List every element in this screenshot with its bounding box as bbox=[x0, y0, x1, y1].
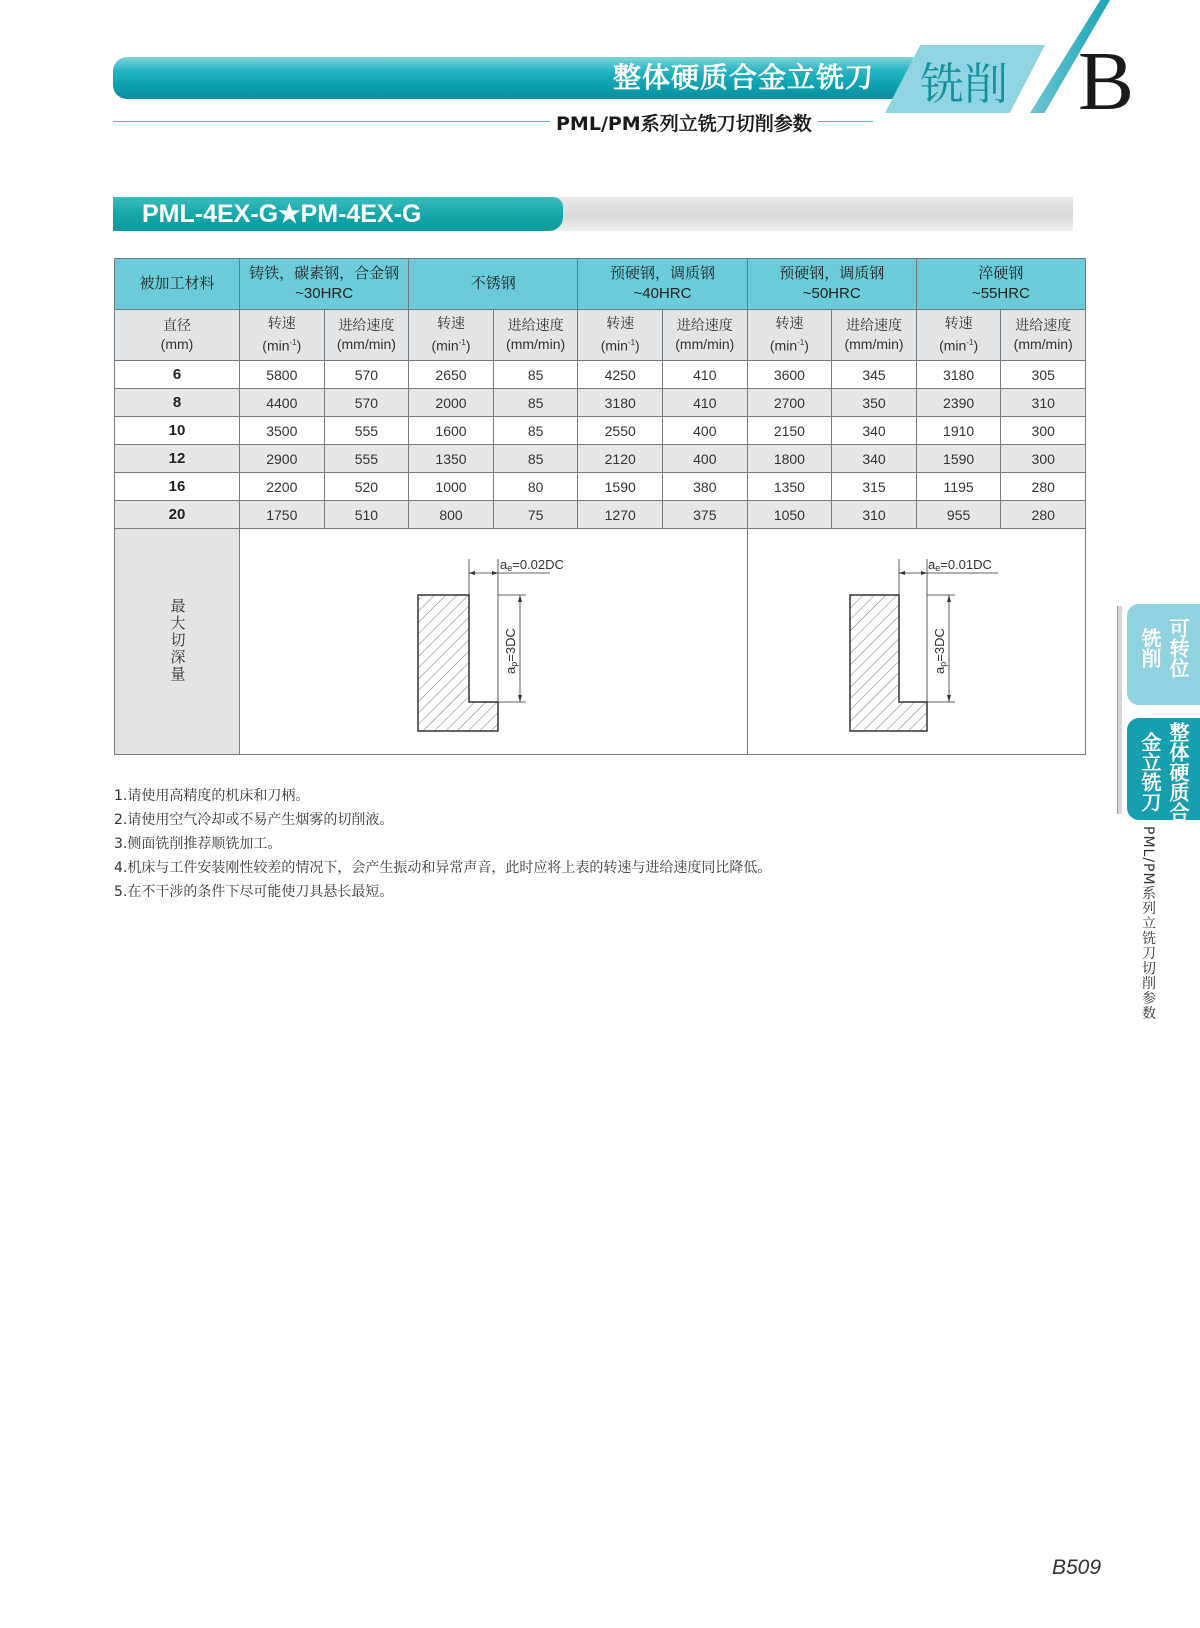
speed-cell: 4250 bbox=[578, 361, 663, 389]
feed-cell: 85 bbox=[493, 389, 578, 417]
speed-cell: 800 bbox=[409, 501, 494, 529]
feed-header: 进给速度 (mm/min) bbox=[493, 310, 578, 361]
feed-cell: 85 bbox=[493, 417, 578, 445]
feed-cell: 375 bbox=[663, 501, 748, 529]
speed-cell: 2120 bbox=[578, 445, 663, 473]
material-label: 被加工材料 bbox=[115, 259, 240, 310]
speed-header: 转速 $(\min^{-1})$ bbox=[409, 310, 494, 361]
speed-cell: 1590 bbox=[916, 445, 1001, 473]
svg-text:ae=0.02DC: ae=0.02DC bbox=[500, 557, 564, 573]
cut-depth-diagram-icon bbox=[240, 529, 747, 751]
chapter-letter: B bbox=[1078, 35, 1135, 128]
feed-cell: 410 bbox=[663, 361, 748, 389]
side-tab-solid-carbide-endmill[interactable]: 整体硬质合 金立铣刀 bbox=[1127, 718, 1200, 820]
speed-cell: 5800 bbox=[240, 361, 325, 389]
speed-cell: 2000 bbox=[409, 389, 494, 417]
speed-cell: 1270 bbox=[578, 501, 663, 529]
diameter-cell: 20 bbox=[115, 501, 240, 529]
feed-cell: 380 bbox=[663, 473, 748, 501]
section-tab-label: 铣削 bbox=[920, 59, 1008, 110]
feed-cell: 555 bbox=[324, 445, 409, 473]
feed-cell: 340 bbox=[832, 417, 917, 445]
diameter-header: 直径 (mm) bbox=[115, 310, 240, 361]
feed-cell: 570 bbox=[324, 389, 409, 417]
speed-cell: 1590 bbox=[578, 473, 663, 501]
side-nav-rail bbox=[1117, 606, 1122, 814]
speed-cell: 2650 bbox=[409, 361, 494, 389]
speed-cell: 3180 bbox=[916, 361, 1001, 389]
svg-text:ap=3DC: ap=3DC bbox=[931, 628, 948, 674]
speed-cell: 2150 bbox=[747, 417, 832, 445]
cutting-parameters-table bbox=[114, 258, 1086, 755]
table-row bbox=[115, 501, 1086, 529]
material-header: 预硬钢，调质钢 ~40HRC bbox=[578, 259, 747, 310]
feed-cell: 310 bbox=[832, 501, 917, 529]
feed-cell: 85 bbox=[493, 445, 578, 473]
speed-cell: 3180 bbox=[578, 389, 663, 417]
table-row bbox=[115, 473, 1086, 501]
feed-cell: 300 bbox=[1001, 417, 1086, 445]
note-item: 4.机床与工件安装刚性较差的情况下，会产生振动和异常声音，此时应将上表的转速与进给速度同比降低。 bbox=[114, 860, 772, 876]
diameter-cell: 10 bbox=[115, 417, 240, 445]
feed-cell: 280 bbox=[1001, 501, 1086, 529]
speed-cell: 3500 bbox=[240, 417, 325, 445]
feed-cell: 555 bbox=[324, 417, 409, 445]
table-row bbox=[115, 445, 1086, 473]
speed-cell: 1800 bbox=[747, 445, 832, 473]
feed-cell: 305 bbox=[1001, 361, 1086, 389]
material-header-row bbox=[115, 259, 1086, 310]
unit-header-row bbox=[115, 310, 1086, 361]
speed-cell: 1350 bbox=[409, 445, 494, 473]
feed-header: 进给速度 (mm/min) bbox=[324, 310, 409, 361]
feed-cell: 315 bbox=[832, 473, 917, 501]
note-item: 5.在不干涉的条件下尽可能使刀具悬长最短。 bbox=[114, 884, 394, 900]
cut-depth-diagram-icon bbox=[748, 529, 1086, 751]
speed-cell: 955 bbox=[916, 501, 1001, 529]
speed-cell: 1600 bbox=[409, 417, 494, 445]
feed-cell: 345 bbox=[832, 361, 917, 389]
material-header: 铸铁，碳素钢，合金钢 ~30HRC bbox=[240, 259, 409, 310]
note-item: 1.请使用高精度的机床和刀柄。 bbox=[114, 788, 310, 804]
material-header: 预硬钢，调质钢 ~50HRC bbox=[747, 259, 916, 310]
feed-header: 进给速度 (mm/min) bbox=[832, 310, 917, 361]
feed-cell: 310 bbox=[1001, 389, 1086, 417]
speed-cell: 2200 bbox=[240, 473, 325, 501]
feed-cell: 400 bbox=[663, 445, 748, 473]
speed-cell: 1750 bbox=[240, 501, 325, 529]
side-tab-indexable-milling[interactable]: 可转位 铣削 bbox=[1127, 604, 1200, 705]
usage-notes bbox=[114, 784, 771, 904]
diameter-cell: 12 bbox=[115, 445, 240, 473]
feed-cell: 85 bbox=[493, 361, 578, 389]
speed-cell: 1350 bbox=[747, 473, 832, 501]
diameter-cell: 6 bbox=[115, 361, 240, 389]
diameter-cell: 8 bbox=[115, 389, 240, 417]
depth-diagram-1 bbox=[240, 529, 748, 755]
feed-cell: 510 bbox=[324, 501, 409, 529]
feed-cell: 410 bbox=[663, 389, 748, 417]
svg-text:ap=3DC: ap=3DC bbox=[503, 628, 519, 674]
feed-cell: 570 bbox=[324, 361, 409, 389]
material-header: 不锈钢 bbox=[409, 259, 578, 310]
speed-cell: 2390 bbox=[916, 389, 1001, 417]
table-row bbox=[115, 361, 1086, 389]
speed-cell: 2900 bbox=[240, 445, 325, 473]
feed-cell: 80 bbox=[493, 473, 578, 501]
feed-cell: 340 bbox=[832, 445, 917, 473]
product-name: PML-4EX-G★PM-4EX-G bbox=[142, 200, 422, 228]
feed-cell: 400 bbox=[663, 417, 748, 445]
feed-cell: 300 bbox=[1001, 445, 1086, 473]
table-row bbox=[115, 389, 1086, 417]
table-row bbox=[115, 417, 1086, 445]
header-subtitle: PML/PM系列立铣刀切削参数 bbox=[550, 109, 818, 136]
speed-header: 转速 $(\min^{-1})$ bbox=[240, 310, 325, 361]
feed-cell: 75 bbox=[493, 501, 578, 529]
note-item: 2.请使用空气冷却或不易产生烟雾的切削液。 bbox=[114, 812, 394, 828]
svg-text:ae=0.01DC: ae=0.01DC bbox=[927, 557, 992, 573]
page-number: B509 bbox=[1052, 1556, 1102, 1579]
feed-header: 进给速度 (mm/min) bbox=[663, 310, 748, 361]
speed-cell: 1050 bbox=[747, 501, 832, 529]
feed-header: 进给速度 (mm/min) bbox=[1001, 310, 1086, 361]
speed-cell: 1195 bbox=[916, 473, 1001, 501]
feed-cell: 280 bbox=[1001, 473, 1086, 501]
speed-header: 转速 $(\min^{-1})$ bbox=[578, 310, 663, 361]
diameter-cell: 16 bbox=[115, 473, 240, 501]
speed-cell: 1910 bbox=[916, 417, 1001, 445]
speed-cell: 2550 bbox=[578, 417, 663, 445]
speed-cell: 2700 bbox=[747, 389, 832, 417]
header-title: 整体硬质合金立铣刀 bbox=[612, 61, 874, 94]
depth-diagram-2 bbox=[747, 529, 1085, 755]
material-header: 淬硬钢 ~55HRC bbox=[916, 259, 1085, 310]
speed-cell: 1000 bbox=[409, 473, 494, 501]
max-depth-row bbox=[115, 529, 1086, 755]
speed-header: 转速 $(\min^{-1})$ bbox=[747, 310, 832, 361]
feed-cell: 520 bbox=[324, 473, 409, 501]
max-depth-label: 最大切深量 bbox=[115, 529, 240, 755]
side-nav-subtitle: PML/PM系列立铣刀切削参数 bbox=[1140, 826, 1156, 1021]
speed-cell: 4400 bbox=[240, 389, 325, 417]
speed-header: 转速 $(\min^{-1})$ bbox=[916, 310, 1001, 361]
feed-cell: 350 bbox=[832, 389, 917, 417]
speed-cell: 3600 bbox=[747, 361, 832, 389]
note-item: 3.侧面铣削推荐顺铣加工。 bbox=[114, 836, 282, 852]
